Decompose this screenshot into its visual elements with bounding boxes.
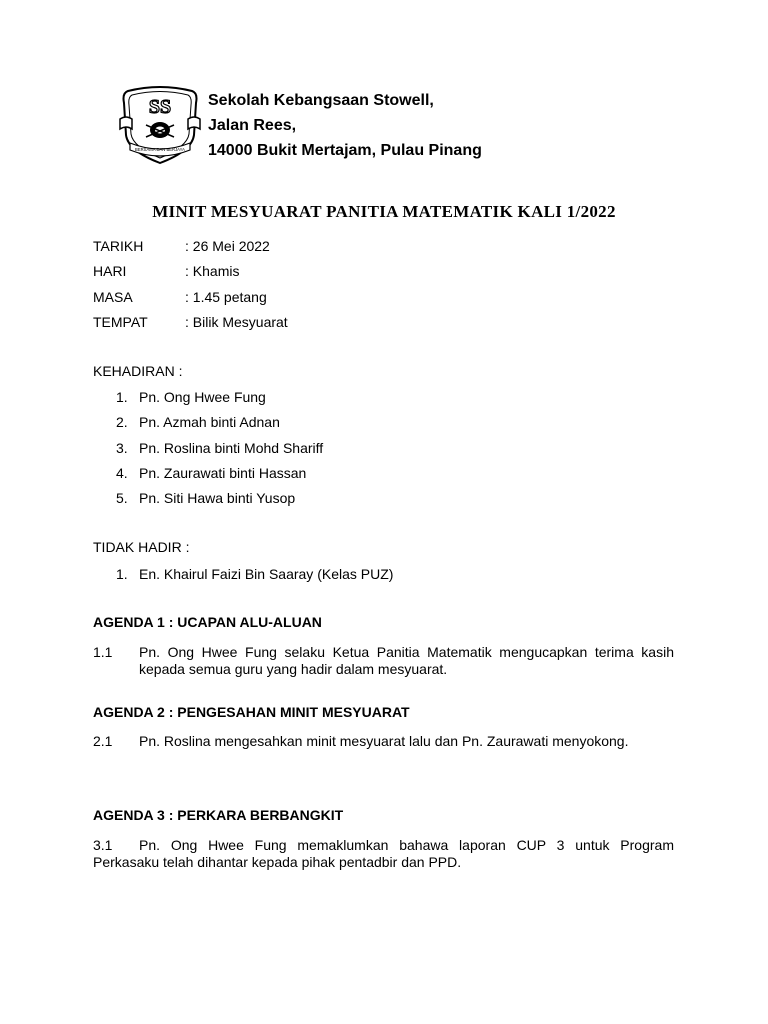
- meta-key: MASA: [93, 288, 133, 305]
- list-item: [116, 564, 393, 589]
- item-number: 3.1: [93, 837, 113, 853]
- meta-key: TARIKH: [93, 238, 144, 254]
- list-number: 1.: [116, 566, 128, 582]
- meta-row-day: [93, 261, 288, 286]
- attendee-name: Pn. Ong Hwee Fung: [139, 389, 266, 405]
- agenda-1-item: [93, 644, 674, 678]
- meta-value: : 1.45 petang: [185, 288, 267, 305]
- list-number: 1.: [116, 389, 128, 405]
- list-item: [116, 463, 323, 488]
- item-number: 1.1: [93, 644, 113, 660]
- meta-value: : 26 Mei 2022: [185, 238, 270, 254]
- list-item: [116, 387, 323, 412]
- item-text: Pn. Ong Hwee Fung selaku Ketua Panitia Matematik mengucapkan terima kasih kepada semua guru yang hadir dalam mesyuarat.: [139, 644, 674, 677]
- item-number: 2.1: [93, 733, 113, 749]
- item-text: Pn. Ong Hwee Fung memaklumkan bahawa laporan CUP 3 untuk Program Perkasaku telah dihantar kepada pihak pentadbir dan PPD.: [93, 837, 674, 870]
- address-street: Jalan Rees,: [208, 117, 297, 134]
- meta-key: TEMPAT: [93, 313, 148, 330]
- attendee-name: Pn. Zaurawati binti Hassan: [139, 464, 307, 481]
- svg-text:BERSAMA DAN BERJAYA: BERSAMA DAN BERJAYA: [135, 147, 185, 152]
- list-item: [116, 438, 323, 463]
- meeting-details: [93, 236, 288, 337]
- agenda-2-item: [93, 733, 674, 750]
- list-item: [116, 488, 323, 513]
- attendee-name: Pn. Siti Hawa binti Yusop: [139, 490, 296, 507]
- school-crest-logo: [118, 85, 202, 167]
- meta-row-place: [93, 312, 288, 337]
- agenda-3-heading: AGENDA 3 : PERKARA BERBANGKIT: [93, 807, 344, 823]
- attendance-list: [116, 387, 323, 513]
- list-number: 3.: [116, 439, 128, 456]
- list-item: [116, 412, 323, 437]
- address-city: 14000 Bukit Mertajam, Pulau Pinang: [208, 142, 482, 159]
- list-number: 5.: [116, 490, 128, 507]
- meta-key: HARI: [93, 263, 127, 280]
- attendance-label: KEHADIRAN :: [93, 363, 183, 379]
- meta-value: : Khamis: [185, 263, 240, 280]
- meta-value: : Bilik Mesyuarat: [185, 313, 288, 330]
- agenda-2-heading: AGENDA 2 : PENGESAHAN MINIT MESYUARAT: [93, 704, 410, 720]
- document-title: MINIT MESYUARAT PANITIA MATEMATIK KALI 1/2022: [152, 202, 616, 221]
- list-number: 4.: [116, 464, 128, 481]
- list-number: 2.: [116, 414, 128, 431]
- svg-text:SS: SS: [148, 96, 172, 118]
- school-address-block: [208, 88, 482, 163]
- school-name: Sekolah Kebangsaan Stowell,: [208, 92, 434, 109]
- meta-row-date: [93, 236, 288, 261]
- attendee-name: Pn. Azmah binti Adnan: [139, 414, 280, 431]
- meta-row-time: [93, 287, 288, 312]
- agenda-3-item: [93, 837, 674, 871]
- absent-list: [116, 564, 393, 589]
- agenda-1-heading: AGENDA 1 : UCAPAN ALU-ALUAN: [93, 614, 322, 630]
- absentee-name: En. Khairul Faizi Bin Saaray (Kelas PUZ): [139, 566, 394, 582]
- item-text: Pn. Roslina mengesahkan minit mesyuarat lalu dan Pn. Zaurawati menyokong.: [139, 733, 629, 749]
- attendee-name: Pn. Roslina binti Mohd Shariff: [139, 439, 324, 456]
- absent-label: TIDAK HADIR :: [93, 539, 190, 555]
